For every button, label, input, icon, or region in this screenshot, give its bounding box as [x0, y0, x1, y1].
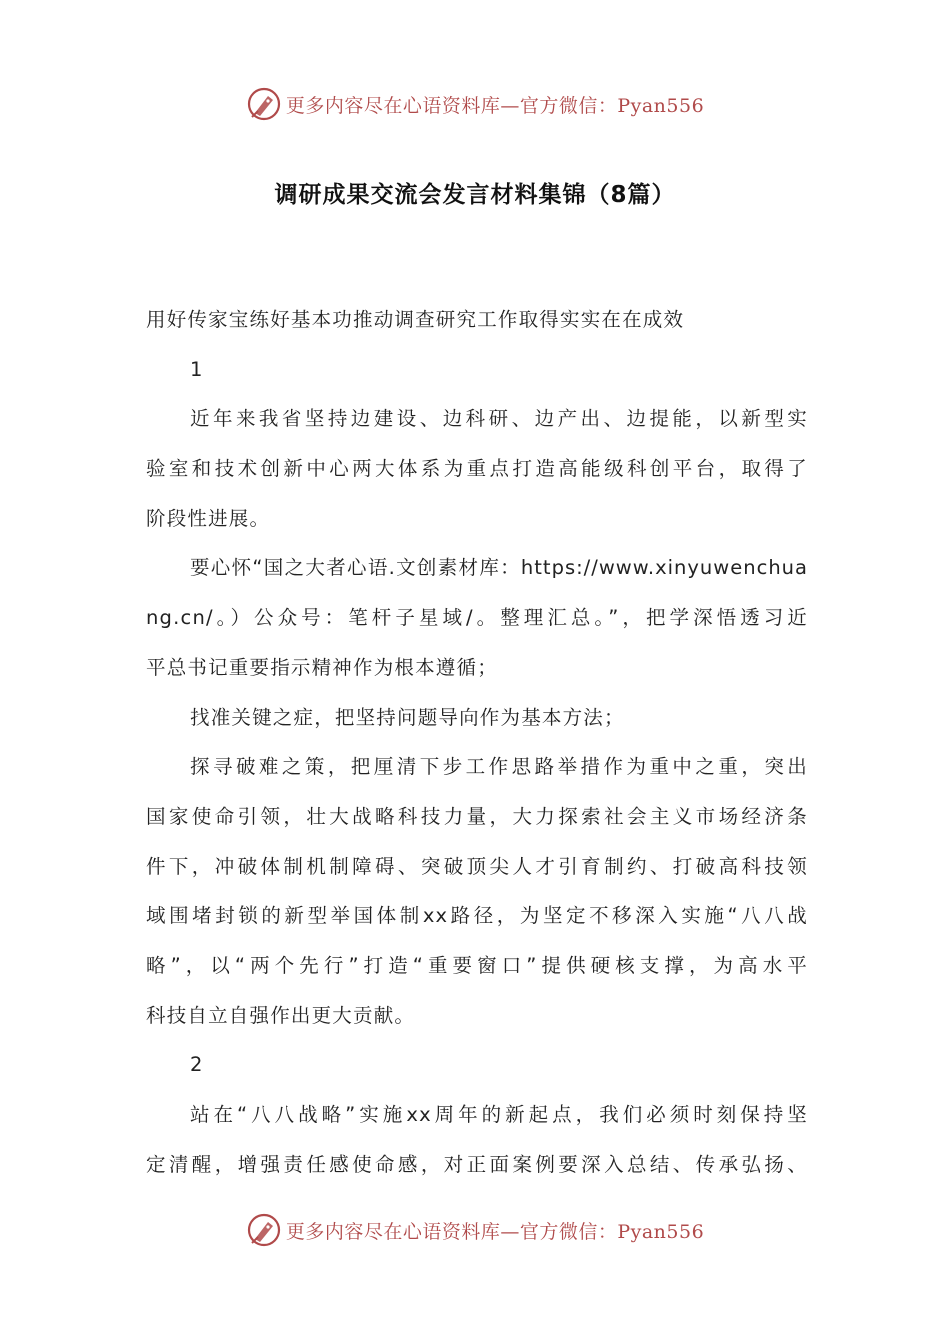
paragraph-line: 验室和技术创新中心两大体系为重点打造高能级科创平台，取得了: [146, 457, 808, 481]
pen-nib-logo-icon: [246, 1212, 282, 1248]
pen-nib-logo-icon: [246, 86, 282, 122]
paragraph-line: 阶段性进展。: [146, 506, 271, 530]
paragraph-line: ng.cn/。）公众号：笔杆子星域/。整理汇总。”，把学深悟透习近: [146, 606, 808, 630]
section-number: 2: [190, 1053, 204, 1077]
paragraph-line: 略”，以“两个先行”打造“重要窗口”提供硬核支撑，为高水平: [146, 953, 808, 977]
paragraph-line: 平总书记重要指示精神作为根本遵循；: [146, 655, 498, 679]
paragraph-line: 要心怀“国之大者心语.文创素材库：https://www.xinyuwenchua: [190, 556, 808, 580]
watermark-text: 更多内容尽在心语资料库—官方微信：Pyan556: [285, 1220, 705, 1243]
paragraph-line: 域围堵封锁的新型举国体制xx路径，为坚定不移深入实施“八八战: [146, 904, 808, 928]
subtitle-line: 用好传家宝练好基本功推动调查研究工作取得实实在在成效: [146, 308, 685, 331]
paragraph-line: 探寻破难之策，把厘清下步工作思路举措作为重中之重，突出: [190, 755, 808, 779]
watermark-banner-bottom: [0, 1210, 950, 1250]
paragraph-line: 站在“八八战略”实施xx周年的新起点，我们必须时刻保持坚: [190, 1103, 808, 1126]
document-body: [146, 295, 808, 1189]
watermark-banner-top: [0, 84, 950, 124]
document-title: 调研成果交流会发言材料集锦（8篇）: [274, 182, 676, 208]
paragraph-line: 国家使命引领，壮大战略科技力量，大力探索社会主义市场经济条: [146, 804, 808, 828]
watermark-text: 更多内容尽在心语资料库—官方微信：Pyan556: [285, 94, 705, 117]
paragraph-line: 近年来我省坚持边建设、边科研、边产出、边提能，以新型实: [190, 407, 808, 431]
paragraph-line: 科技自立自强作出更大贡献。: [146, 1003, 416, 1027]
paragraph-line: 定清醒，增强责任感使命感，对正面案例要深入总结、传承弘扬、: [146, 1152, 808, 1176]
paragraph-line: 件下，冲破体制机制障碍、突破顶尖人才引育制约、打破高科技领: [146, 854, 808, 878]
section-number: 1: [190, 357, 204, 381]
paragraph-line: 找准关键之症，把坚持问题导向作为基本方法；: [190, 705, 625, 729]
